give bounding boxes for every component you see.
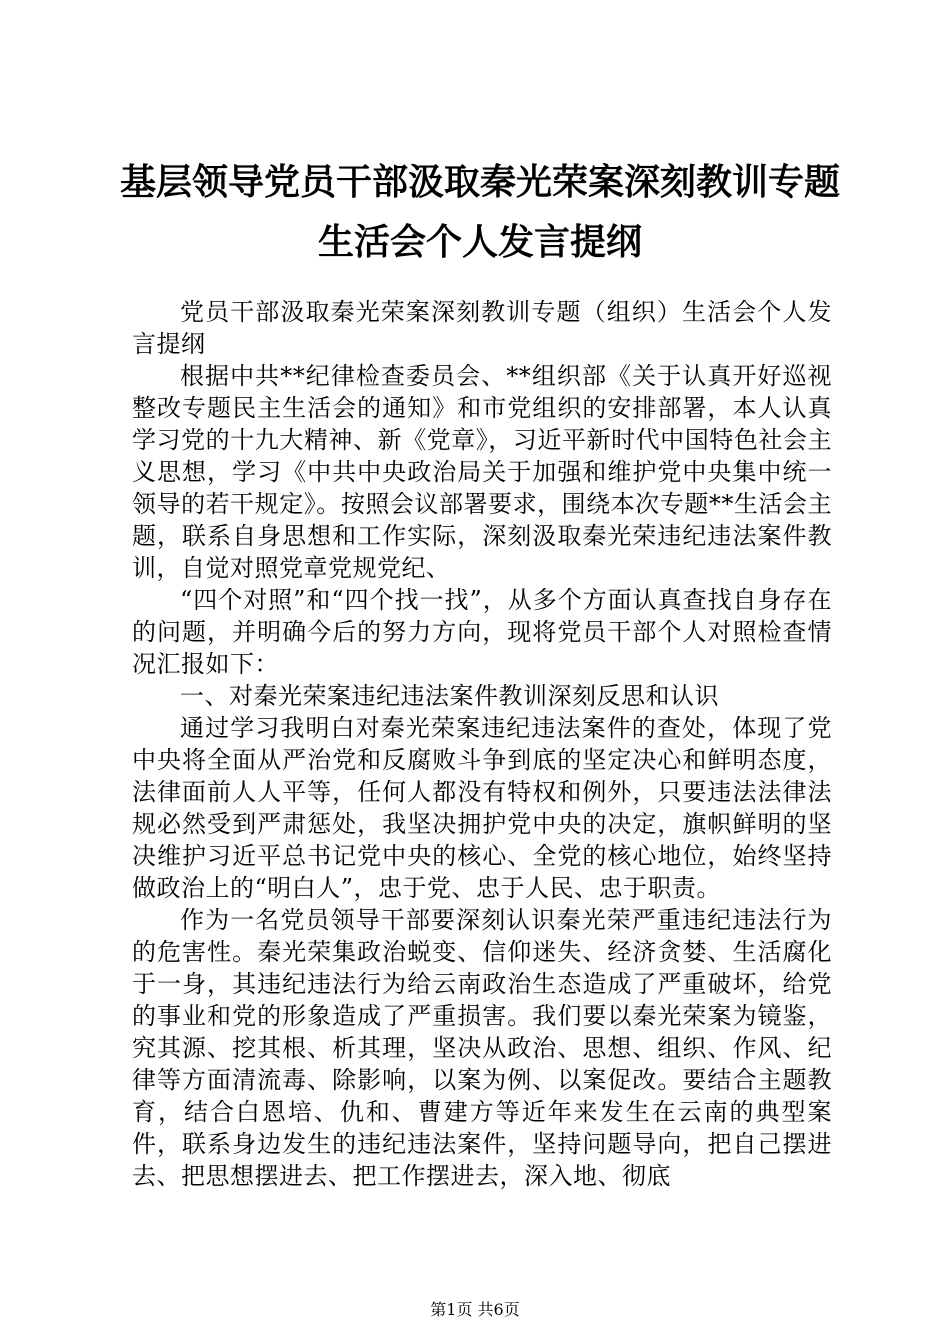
section-heading: 一、对秦光荣案违纪违法案件教训深刻反思和认识 <box>180 682 719 710</box>
subtitle-paragraph: 党员干部汲取秦光荣案深刻教训专题（组织）生活会个人发言提纲 <box>132 298 832 358</box>
document-title-line-1: 基层领导党员干部汲取秦光荣案深刻教训专题 <box>120 161 841 203</box>
body-paragraph: 根据中共**纪律检查委员会、**组织部《关于认真开好巡视整改专题民主生活会的通知》和市党组织的安排部署，本人认真学习党的十九大精神、新《党章》，习近平新时代中国特色社会主义思想，学习《中共中央政治局关于加强和维护党中央集中统一领导的若干规定》。按照会议部署要求，围绕本次专题**生活会主题，联系自身思想和工作实际，深刻汲取秦光荣违纪违法案件教训，自觉对照党章党规党纪、 <box>132 362 832 582</box>
body-paragraph: 通过学习我明白对秦光荣案违纪违法案件的查处，体现了党中央将全面从严治党和反腐败斗争到底的坚定决心和鲜明态度，法律面前人人平等，任何人都没有特权和例外，只要违法法律法规必然受到严肃惩处，我坚决拥护党中央的决定，旗帜鲜明的坚决维护习近平总书记党中央的核心、全党的核心地位，始终坚持做政治上的“明白人”，忠于党、忠于人民、忠于职责。 <box>132 714 832 902</box>
document-title-line-2: 生活会个人发言提纲 <box>317 221 642 263</box>
page-number-footer: 第1页 共6页 <box>430 1300 520 1319</box>
body-paragraph: 作为一名党员领导干部要深刻认识秦光荣严重违纪违法行为的危害性。秦光荣集政治蜕变、信仰迷失、经济贪婪、生活腐化于一身，其违纪违法行为给云南政治生态造成了严重破坏，给党的事业和党的形象造成了严重损害。我们要以秦光荣案为镜鉴，究其源、挖其根、析其理，坚决从政治、思想、组织、作风、纪律等方面清流毒、除影响，以案为例、以案促改。要结合主题教育，结合白恩培、仇和、曹建方等近年来发生在云南的典型案件，联系身边发生的违纪违法案件，坚持问题导向，把自己摆进去、把思想摆进去、把工作摆进去，深入地、彻底 <box>132 906 832 1190</box>
body-paragraph: “四个对照”和“四个找一找”，从多个方面认真查找自身存在的问题，并明确今后的努力方向，现将党员干部个人对照检查情况汇报如下： <box>132 586 832 678</box>
document-body <box>132 296 832 1192</box>
